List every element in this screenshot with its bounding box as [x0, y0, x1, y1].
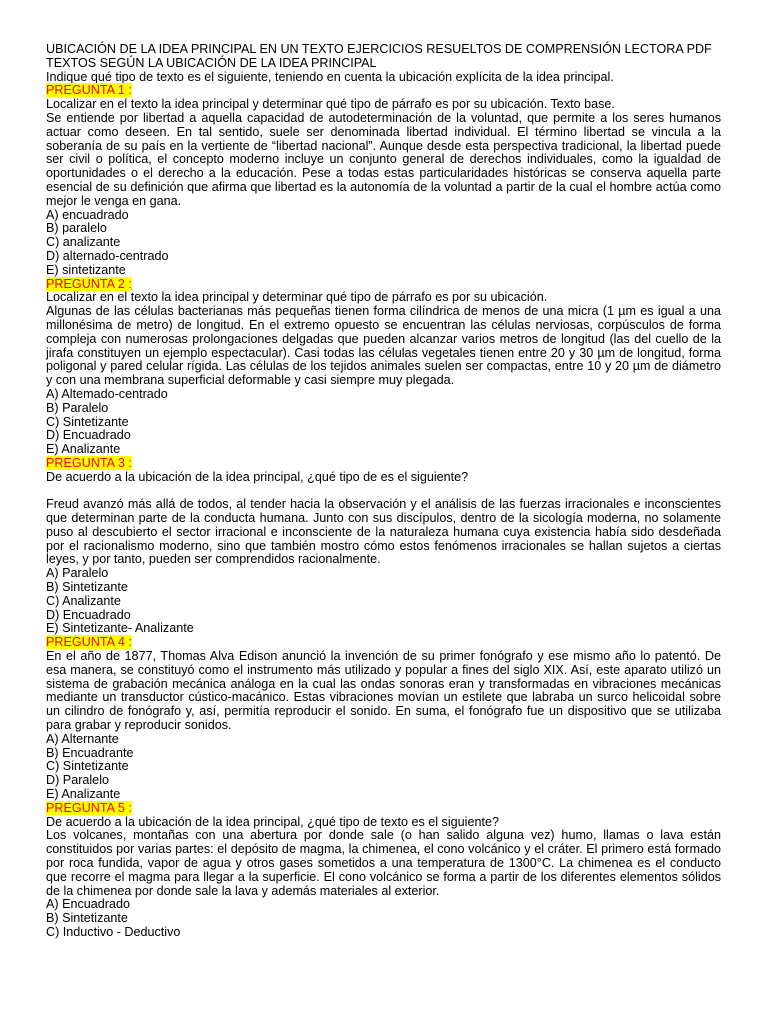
- document-intro: Indique qué tipo de texto es el siguiente, teniendo en cuenta la ubicación explícita de la idea principal.: [46, 69, 614, 84]
- document-subtitle: TEXTOS SEGÚN LA UBICACIÓN DE LA IDEA PRINCIPAL: [46, 55, 377, 70]
- answer-option: C) Inductivo - Deductivo: [46, 925, 181, 939]
- document-body: [46, 43, 721, 940]
- answer-option: C) Sintetizante: [46, 414, 129, 429]
- question-3: [46, 457, 721, 636]
- blank-line: [46, 485, 721, 499]
- question-instruction: De acuerdo a la ubicación de la idea principal, ¿qué tipo de es el siguiente?: [46, 469, 469, 484]
- answer-option: C) Sintetizante: [46, 759, 129, 774]
- answer-option: A) Encuadrado: [46, 897, 131, 912]
- answer-option: B) Paralelo: [46, 400, 109, 415]
- answer-option: E) Analizante: [46, 787, 121, 802]
- question-2: [46, 278, 721, 457]
- question-label: PREGUNTA 2 :: [46, 276, 132, 291]
- answer-option: B) Sintetizante: [46, 580, 128, 595]
- question-label: PREGUNTA 1 :: [46, 83, 132, 98]
- question-5: [46, 802, 721, 940]
- answer-option: D) Encuadrado: [46, 607, 131, 622]
- question-instruction: De acuerdo a la ubicación de la idea principal, ¿qué tipo de texto es el siguiente?: [46, 814, 499, 829]
- question-label: PREGUNTA 5 :: [46, 800, 132, 815]
- answer-option: B) paralelo: [46, 221, 107, 236]
- answer-option: D) Encuadrado: [46, 428, 131, 443]
- answer-option: A) encuadrado: [46, 207, 129, 222]
- answer-option: C) Analizante: [46, 593, 121, 608]
- question-passage: En el año de 1877, Thomas Alva Edison anunció la invención de su primer fonógrafo y ese mismo año lo patentó. De esa manera, se constituyó como el instrumento más utilizado y popular a fines del siglo XIX. Así, este aparato utilizó un sistema de grabación mecánica análoga en la cual las ondas sonoras eran y transformadas en vibraciones mecánicas mediante un transductor cústico-macánico. Estas vibraciones movían un estilete que labraba un surco helicoidal sobre un cilindro de fonógrafo y, así, permitía reproducir el sonido. En suma, el fonógrafo fue un dispositivo que se utilizaba para grabar y reproducir sonidos.: [46, 649, 721, 733]
- question-1: [46, 84, 721, 277]
- answer-option: E) sintetizante: [46, 262, 126, 277]
- answer-option: E) Sintetizante- Analizante: [46, 621, 194, 636]
- answer-option: A) Alternante: [46, 731, 119, 746]
- question-label: PREGUNTA 4 :: [46, 635, 132, 650]
- question-passage: Freud avanzó más allá de todos, al tender hacia la observación y el análisis de las fuerzas irracionales e inconscientes que determinan parte de la conducta humana. Junto con sus discípulos, dentro de la sicología moderna, no solamente puso al descubierto el sector irracional e inconsciente de la naturaleza humana cuya existencia había sido desdeñada por el racionalismo moderno, sino que también mostro cómo estos fenómenos irracionales se hallan sujetos a ciertas leyes, y por tanto, pueden ser comprendidos racionalmente.: [46, 497, 721, 567]
- question-passage: Los volcanes, montañas con una abertura por donde sale (o han salido alguna vez) humo, llamas o lava están constituidos por varias partes: el depósito de magma, la chimenea, el cono volcánico y el cráter. El primero está formado por roca fundida, vapor de agua y otros gases sometidos a una temperatura de 1300°C. La chimenea es el conducto que recorre el magma para llegar a la superficie. El cono volcánico se forma a partir de los diferentes elementos sólidos de la chimenea por donde sale la lava y además materiales al exterior.: [46, 828, 721, 898]
- answer-option: B) Sintetizante: [46, 911, 128, 926]
- answer-option: D) Paralelo: [46, 773, 109, 788]
- answer-option: B) Encuadrante: [46, 745, 134, 760]
- question-passage: Algunas de las células bacterianas más pequeñas tienen forma cilíndrica de menos de una micra (1 µm es igual a una millonésima de metro) de longitud. En el extremo opuesto se encuentran las células nerviosas, corpúsculos de forma compleja con numerosas prolongaciones delgadas que pueden alcanzar varios metros de longitud (las del cuello de la jirafa constituyen un ejemplo espectacular). Casi todas las células vegetales tienen entre 20 y 30 µm de longitud, forma poligonal y pared celular rígida. Las células de los tejidos animales suelen ser compactas, entre 10 y 20 µm de diámetro y con una membrana superficial deformable y casi siempre muy plegada.: [46, 304, 721, 388]
- question-label: PREGUNTA 3 :: [46, 455, 132, 470]
- question-instruction: Localizar en el texto la idea principal y determinar qué tipo de párrafo es por su ubicación. Texto base.: [46, 97, 615, 112]
- answer-option: A) Altemado-centrado: [46, 386, 168, 401]
- answer-option: A) Paralelo: [46, 566, 109, 581]
- answer-option: D) alternado-centrado: [46, 248, 169, 263]
- answer-option: E) Analizante: [46, 442, 121, 457]
- question-4: [46, 636, 721, 802]
- question-passage: Se entiende por libertad a aquella capacidad de autodeterminación de la voluntad, que permite a los seres humanos actuar como deseen. En tal sentido, suele ser denominada libertad individual. El término libertad se vincula a la soberanía de su país en la vertiente de “libertad nacional”. Aunque desde esta perspectiva tradicional, la libertad puede ser civil o política, el concepto moderno incluye un conjunto general de derechos individuales, como la igualdad de oportunidades o el derecho a la educación. Pese a todas estas particularidades históricas se conserva aquella parte esencial de su definición que afirma que libertad es la autonomía de la voluntad a partir de la cual el hombre actúa como mejor le venga en gana.: [46, 110, 721, 208]
- answer-option: C) analizante: [46, 235, 121, 250]
- document-title: UBICACIÓN DE LA IDEA PRINCIPAL EN UN TEXTO EJERCICIOS RESUELTOS DE COMPRENSIÓN LECTORA PDF: [46, 42, 712, 56]
- question-instruction: Localizar en el texto la idea principal y determinar qué tipo de párrafo es por su ubicación.: [46, 290, 548, 305]
